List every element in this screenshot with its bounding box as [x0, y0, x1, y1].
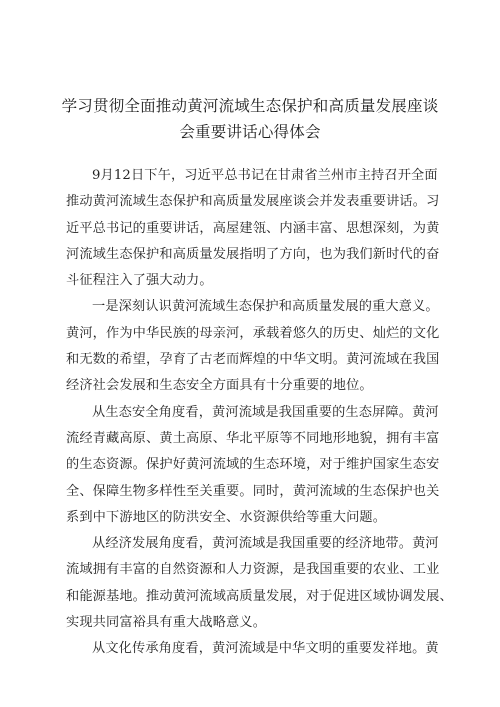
title-line-2: 会重要讲话心得体会: [179, 123, 321, 141]
document-title: [40, 93, 460, 145]
paragraph-line: 和能源基地。推动黄河流域高质量发展，对于促进区域协调发展、: [66, 588, 453, 604]
paragraph-line: 推动黄河流域生态保护和高质量发展座谈会并发表重要讲话。习: [66, 194, 440, 210]
paragraph-5: [66, 636, 439, 662]
paragraph-line: 斗征程注入了强大动力。: [66, 273, 213, 289]
paragraph-3: [66, 400, 440, 531]
paragraph-line: 经济社会发展和生态安全方面具有十分重要的地位。: [66, 378, 373, 394]
title-line-1: 学习贯彻全面推动黄河流域生态保护和高质量发展座谈: [61, 97, 439, 115]
paragraph-line: 实现共同富裕具有重大战略意义。: [66, 615, 267, 631]
paragraph-line: 从经济发展角度看，黄河流域是我国重要的经济地带。黄河: [92, 536, 439, 552]
document-body: [66, 163, 453, 663]
paragraph-1: [66, 163, 440, 294]
paragraph-line: 一是深刻认识黄河流域生态保护和高质量发展的重大意义。: [92, 299, 439, 315]
paragraph-4: [66, 531, 453, 636]
paragraph-line: 黄河，作为中华民族的母亲河，承载着悠久的历史、灿烂的文化: [66, 325, 440, 341]
paragraph-line: 流域拥有丰富的自然资源和人力资源，是我国重要的农业、工业: [66, 562, 440, 578]
paragraph-line: 系到中下游地区的防洪安全、水资源供给等重大问题。: [66, 509, 387, 525]
paragraph-2: [66, 294, 440, 399]
paragraph-line: 9月12日下午，习近平总书记在甘肃省兰州市主持召开全面: [92, 168, 438, 183]
paragraph-line: 从文化传承角度看，黄河流域是中华文明的重要发祥地。黄: [92, 641, 439, 657]
paragraph-line: 和无数的希望，孕育了古老而辉煌的中华文明。黄河流域在我国: [66, 352, 440, 368]
paragraph-line: 近平总书记的重要讲话，高屋建瓴、内涵丰富、思想深刻，为黄: [66, 220, 440, 236]
paragraph-line: 从生态安全角度看，黄河流域是我国重要的生态屏障。黄河: [92, 404, 439, 420]
paragraph-line: 全、保障生物多样性至关重要。同时，黄河流域的生态保护也关: [66, 483, 440, 499]
paragraph-line: 流经青藏高原、黄土高原、华北平原等不同地形地貌，拥有丰富: [66, 430, 440, 446]
paragraph-line: 河流域生态保护和高质量发展指明了方向，也为我们新时代的奋: [66, 246, 440, 262]
paragraph-line: 的生态资源。保护好黄河流域的生态环境，对于维护国家生态安: [66, 457, 440, 473]
